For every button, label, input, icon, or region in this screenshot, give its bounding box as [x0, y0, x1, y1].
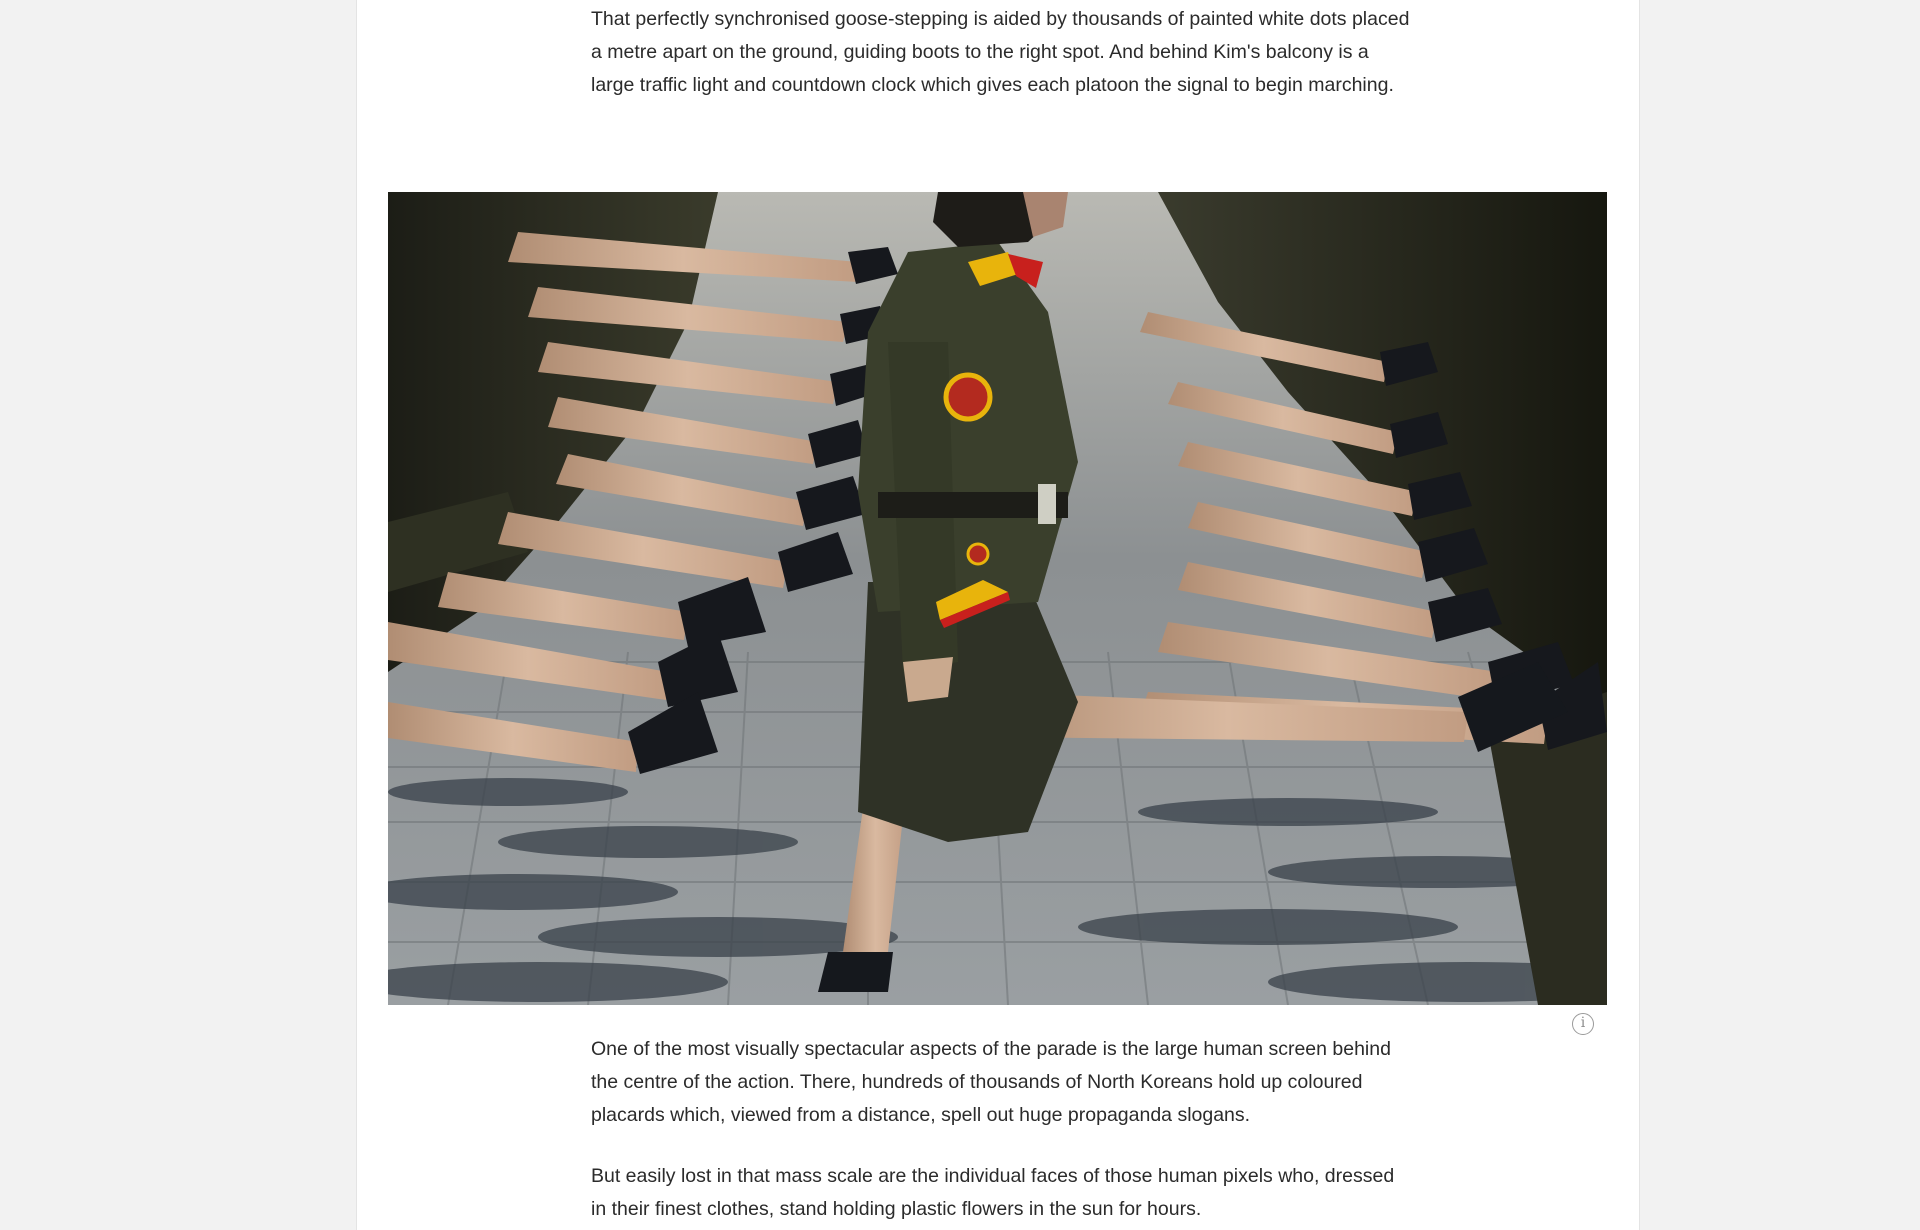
article-paragraph: But easily lost in that mass scale are the individual faces of those human pixels who, dressed in their finest clothes, stand holding plastic flowers in the sun for hours.	[591, 1165, 1395, 1220]
article-photo[interactable]	[388, 192, 1607, 1005]
info-icon[interactable]: i	[1572, 1013, 1594, 1035]
article-paragraph: One of the most visually spectacular aspects of the parade is the large human screen behind the centre of the action. There, hundreds of thousands of North Koreans hold up coloured placards which, viewed from a distance, spell out huge propaganda slogans.	[591, 1038, 1391, 1126]
article-body	[356, 0, 1640, 1230]
article-paragraph: That perfectly synchronised goose-stepping is aided by thousands of painted white dots placed a metre apart on the ground, guiding boots to the right spot. And behind Kim's balcony is a large traffic light and countdown clock which gives each platoon the signal to begin marching.	[591, 8, 1410, 96]
parade-photo-illustration	[388, 192, 1607, 1005]
